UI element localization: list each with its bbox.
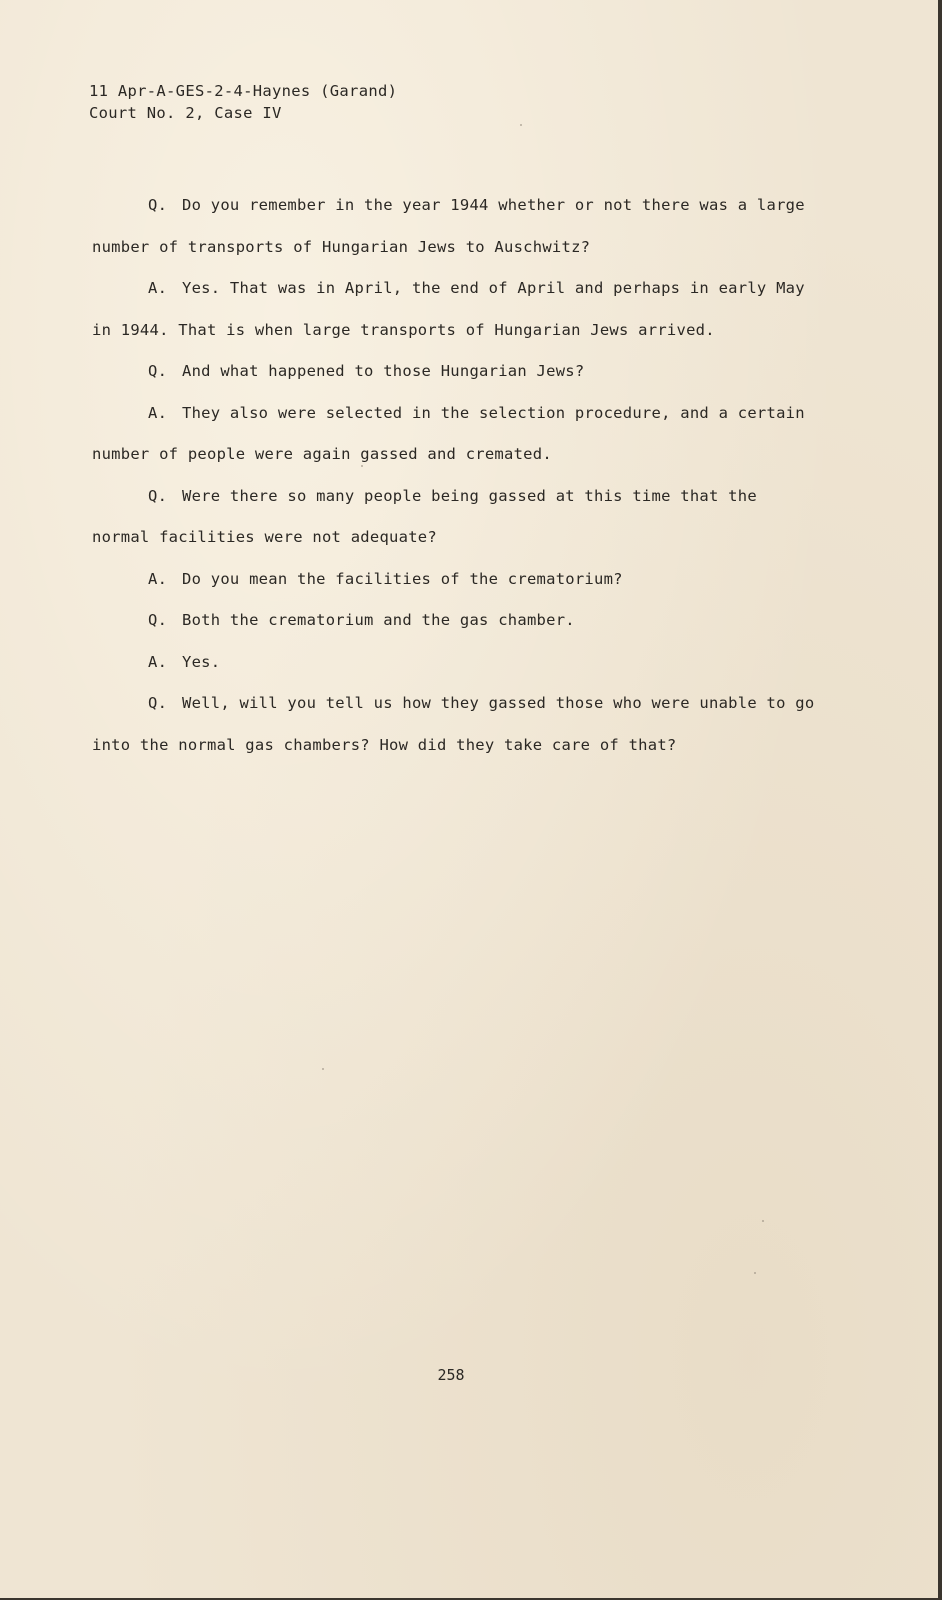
transcript-text: Do you mean the facilities of the crematorium?	[182, 569, 623, 588]
speaker-label: Q.	[148, 486, 168, 505]
paper-speck	[754, 1272, 756, 1274]
transcript-text: And what happened to those Hungarian Jews?	[182, 362, 585, 380]
paper-speck	[762, 1220, 764, 1222]
speaker-label: Q.	[148, 362, 168, 380]
speaker-label: Q.	[148, 196, 168, 214]
header-line-2: Court No. 2, Case IV	[89, 104, 282, 122]
transcript-text: Do you remember in the year 1944 whether or not there was a large number of transports of Hungarian Jews to Auschwitz?	[92, 196, 805, 256]
paper-speck	[322, 1068, 324, 1070]
speaker-label: A.	[148, 279, 168, 297]
speaker-label: A.	[148, 569, 168, 588]
transcript-body	[92, 185, 822, 766]
paper-speck	[361, 465, 363, 467]
transcript-answer	[92, 559, 822, 601]
speaker-label: Q.	[148, 611, 168, 629]
speaker-label: A.	[148, 652, 168, 671]
speaker-label: Q.	[148, 694, 168, 712]
transcript-answer	[92, 393, 822, 476]
paper-speck	[520, 124, 522, 126]
page-number: 258	[437, 1366, 465, 1384]
transcript-text: They also were selected in the selection procedure, and a certain number of people were again gassed and cremated.	[92, 403, 805, 463]
transcript-answer	[92, 268, 822, 351]
document-header	[89, 80, 397, 124]
transcript-text: Were there so many people being gassed at this time that the normal facilities were not adequate?	[92, 486, 757, 546]
transcript-question	[92, 476, 822, 559]
transcript-text: Yes.	[182, 652, 221, 671]
transcript-question	[92, 351, 822, 393]
header-line-1: 11 Apr-A-GES-2-4-Haynes (Garand)	[89, 82, 398, 100]
transcript-text: Both the crematorium and the gas chamber.	[182, 611, 575, 629]
transcript-question	[92, 683, 822, 766]
speaker-label: A.	[148, 403, 168, 422]
transcript-question	[92, 600, 822, 642]
transcript-answer	[92, 642, 822, 684]
transcript-text: Well, will you tell us how they gassed those who were unable to go into the normal gas chambers? How did they take care of that?	[92, 694, 815, 754]
transcript-text: Yes. That was in April, the end of April and perhaps in early May in 1944. That is when large transports of Hungarian Jews arrived.	[92, 279, 805, 339]
transcript-question	[92, 185, 822, 268]
